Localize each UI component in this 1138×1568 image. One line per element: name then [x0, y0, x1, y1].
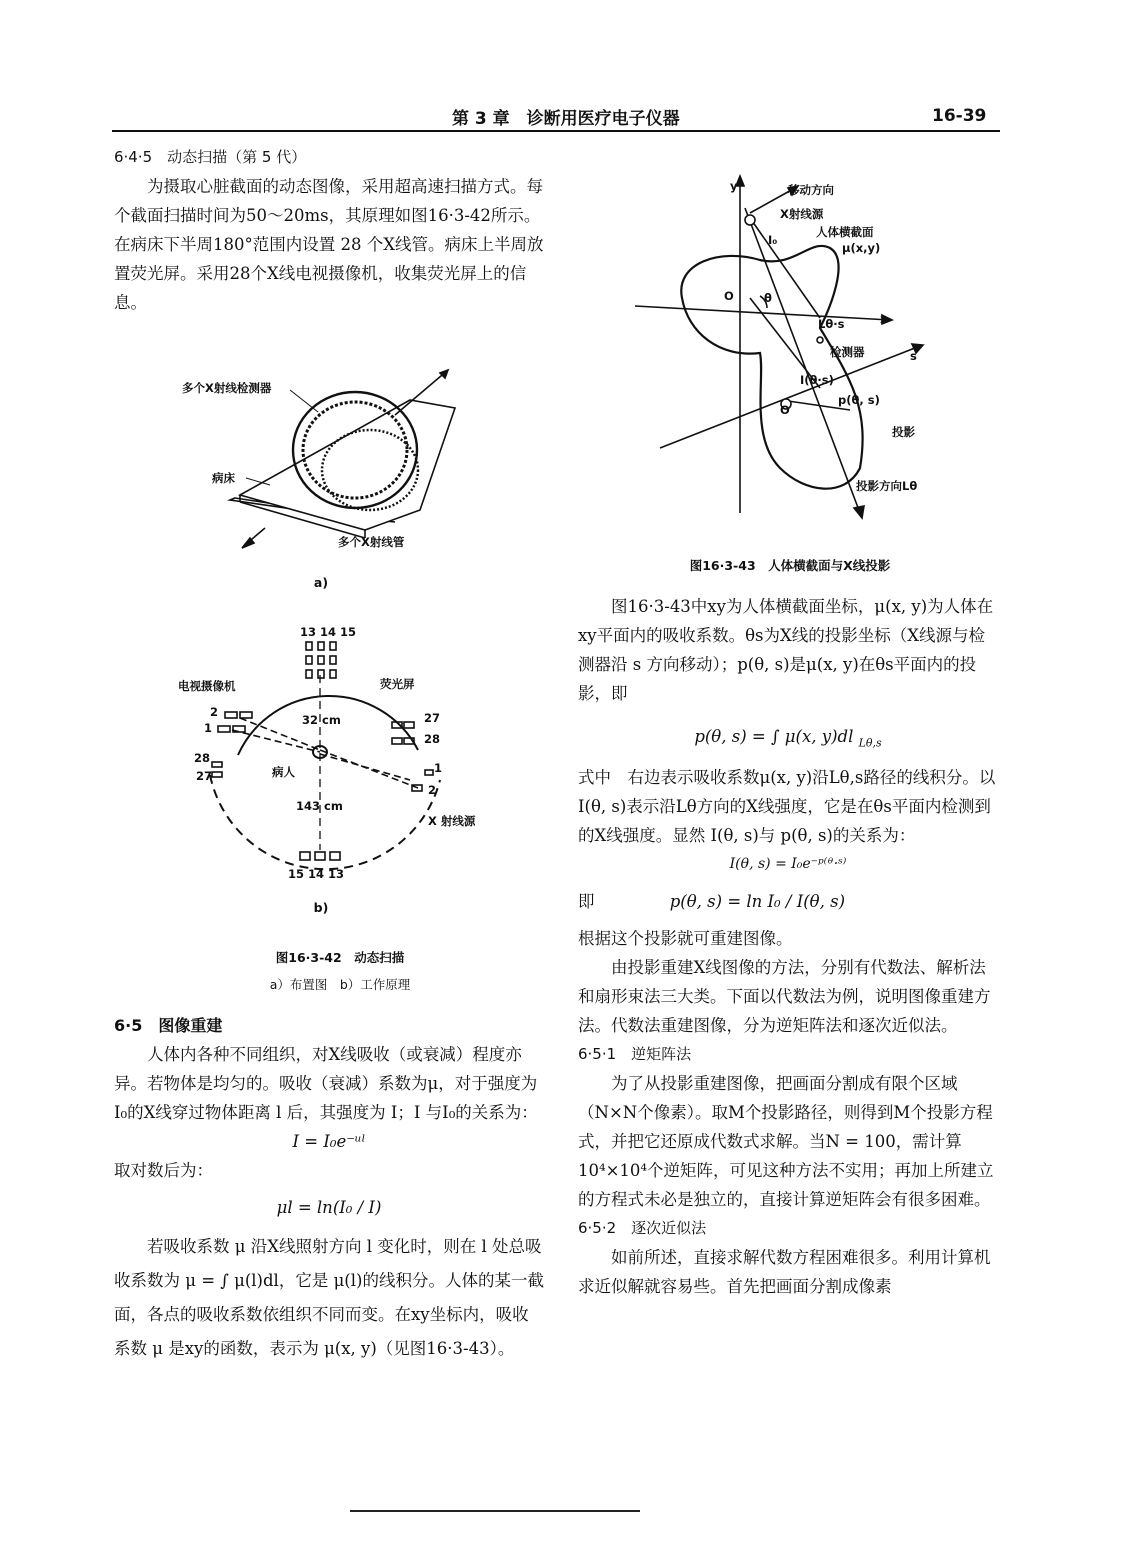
label-xray-source: X 射线源 — [428, 814, 476, 828]
equation-4: I(θ, s) = I₀e⁻ᵖ⁽ᶿ·ˢ⁾ — [729, 856, 847, 873]
subfigure-a-label: a) — [313, 575, 329, 590]
equation-2: μl = ln(I₀ / I) — [276, 1198, 382, 1217]
origin-label: O — [724, 289, 734, 303]
section-6-5-heading: 6·5 图像重建 — [114, 1016, 223, 1035]
right-column — [578, 592, 998, 1301]
label-projection-direction: 投影方向Lθ — [856, 479, 918, 493]
distance-32cm: 32 cm — [302, 713, 341, 727]
figure-16-3-42a — [170, 360, 500, 600]
paragraph: 为了从投影重建图像，把画面分割成有限个区域（N×N个像素）。取M个投影路径，则得到M个投影方程式，并把它还原成代数式求解。当N = 100，需计算10⁴×10⁴个逆矩阵，可见这种方法不实用；再加上所建立的方程式未必是独立的，直接计算逆矩阵会有很多困难。 — [578, 1074, 994, 1210]
origin-label-rotated: O — [780, 403, 790, 417]
header-rule — [112, 130, 1000, 132]
label-I-theta-s: I(θ·s) — [800, 373, 834, 387]
equation-1: I = I₀e⁻ᵘˡ — [292, 1132, 366, 1151]
paragraph: 取对数后为： — [114, 1161, 213, 1180]
figure-16-3-42b — [170, 620, 476, 900]
label-screen: 荧光屏 — [380, 677, 415, 691]
label-bed: 病床 — [212, 471, 235, 485]
x-axis-label: x — [880, 312, 888, 326]
bottom-source-numbers: 15 14 13 — [288, 867, 345, 881]
label-p-theta-s: p(θ, s) — [838, 393, 880, 407]
paragraph: 若吸收系数 μ 沿X线照射方向 l 变化时，则在 l 处总吸收系数为 μ = ∫ μ(l)dl，它是 μ(l)的线积分。人体的某一截面，各点的吸收系数依组织不同而变。在xy坐标内，吸收系数 μ 是xy的函数，表示为 μ(x, y)（见图16·3-43）。 — [114, 1237, 544, 1358]
xray-source-marker — [745, 215, 755, 225]
paragraph: 为摄取心脏截面的动态图像，采用超高速扫描方式。每个截面扫描时间为50～20ms，其原理如图16·3-42所示。在病床下半周180°范围内设置 28 个X线管。病床上半周放置荧光屏。采用28个X线电视摄像机，收集荧光屏上的信息。 — [114, 177, 544, 312]
left-column-top — [114, 143, 550, 317]
figure-16-3-43-caption: 图16·3-43 人体横截面与X线投影 — [689, 558, 891, 573]
source-number-2: 2 — [428, 783, 437, 797]
subfigure-b-label: b) — [313, 900, 329, 915]
source-number-27: 27 — [196, 769, 213, 783]
equation-5: 即 p(θ, s) = ln I₀ / I(θ, s) — [578, 892, 846, 912]
camera-number-1: 1 — [204, 721, 213, 735]
paragraph: 人体内各种不同组织，对X线吸收（或衰减）程度亦异。若物体是均匀的。吸收（衰减）系数为μ，对于强度为I₀的X线穿过物体距离 l 后，其强度为 I；I 与I₀的关系为： — [114, 1045, 538, 1122]
label-xray-source: X射线源 — [780, 207, 824, 221]
y-axis-label: y — [730, 179, 738, 193]
section-6-5-2-heading: 6·5·2 逐次近似法 — [578, 1219, 707, 1238]
paragraph: 式中 右边表示吸收系数μ(x, y)沿Lθ,s路径的线积分。以 I(θ, s)表示沿Lθ方向的X线强度，它是在θs平面内检测到的X线强度。显然 I(θ, s)与 p(θ, s)的关系为： — [578, 768, 996, 846]
label-detectors: 多个X射线检测器 — [182, 381, 272, 395]
equation-3: p(θ, s) = ∫ μ(x, y)dl $_{L\theta,s}$ — [694, 727, 882, 750]
s-axis-label: s — [910, 349, 917, 363]
theta-label: θ — [764, 291, 772, 305]
label-projection: 投影 — [892, 425, 915, 439]
source-number-28: 28 — [194, 751, 211, 765]
section-6-4-5-heading: 6·4·5 动态扫描（第 5 代） — [114, 148, 307, 166]
top-camera-numbers: 13 14 15 — [300, 625, 357, 639]
camera-number-27: 27 — [424, 711, 441, 725]
source-number-1: 1 — [434, 761, 443, 775]
paragraph: 如前所述，直接求解代数方程困难很多。利用计算机求近似解就容易些。首先把画面分割成像素 — [578, 1248, 991, 1297]
running-header: 第 3 章 诊断用医疗电子仪器 — [452, 109, 680, 129]
footer-rule — [350, 1510, 640, 1512]
label-detector: 检测器 — [830, 345, 865, 359]
label-I0: I₀ — [768, 233, 778, 247]
paragraph: 根据这个投影就可重建图像。 — [578, 929, 793, 949]
distance-143cm: 143 cm — [296, 799, 343, 813]
figure-16-3-42-subcaption: a）布置图 b）工作原理 — [269, 977, 411, 992]
label-patient: 病人 — [272, 765, 295, 779]
left-column-bottom — [114, 1011, 544, 1366]
label-mu-xy: μ(x,y) — [842, 241, 881, 255]
paragraph: 由投影重建X线图像的方法，分别有代数法、解析法和扇形束法三大类。下面以代数法为例，说明图像重建方法。代数法重建图像，分为逆矩阵法和逐次近似法。 — [578, 958, 991, 1036]
label-tubes: 多个X射线管 — [338, 535, 405, 549]
camera-number-28: 28 — [424, 732, 441, 746]
figure-16-3-42-caption: 图16·3-42 动态扫描 — [275, 950, 405, 965]
detector-marker — [817, 337, 823, 343]
section-6-5-1-heading: 6·5·1 逆矩阵法 — [578, 1045, 692, 1064]
label-cross-section: 人体横截面 — [816, 225, 874, 239]
body-cross-section — [681, 246, 862, 489]
camera-number-2: 2 — [210, 705, 219, 719]
figure-16-3-43 — [620, 168, 970, 528]
page-number: 16-39 — [932, 106, 987, 126]
label-L: Lθ·s — [818, 317, 845, 331]
label-camera: 电视摄像机 — [178, 679, 236, 693]
label-move-direction: 移动方向 — [788, 183, 834, 197]
s-axis — [660, 346, 920, 448]
paragraph: 图16·3-43中xy为人体横截面坐标，μ(x, y)为人体在xy平面内的吸收系数。θs为X线的投影坐标（X线源与检测器沿 s 方向移动）；p(θ, s)是μ(x, y)在θs平面内的投影，即 — [578, 597, 994, 703]
